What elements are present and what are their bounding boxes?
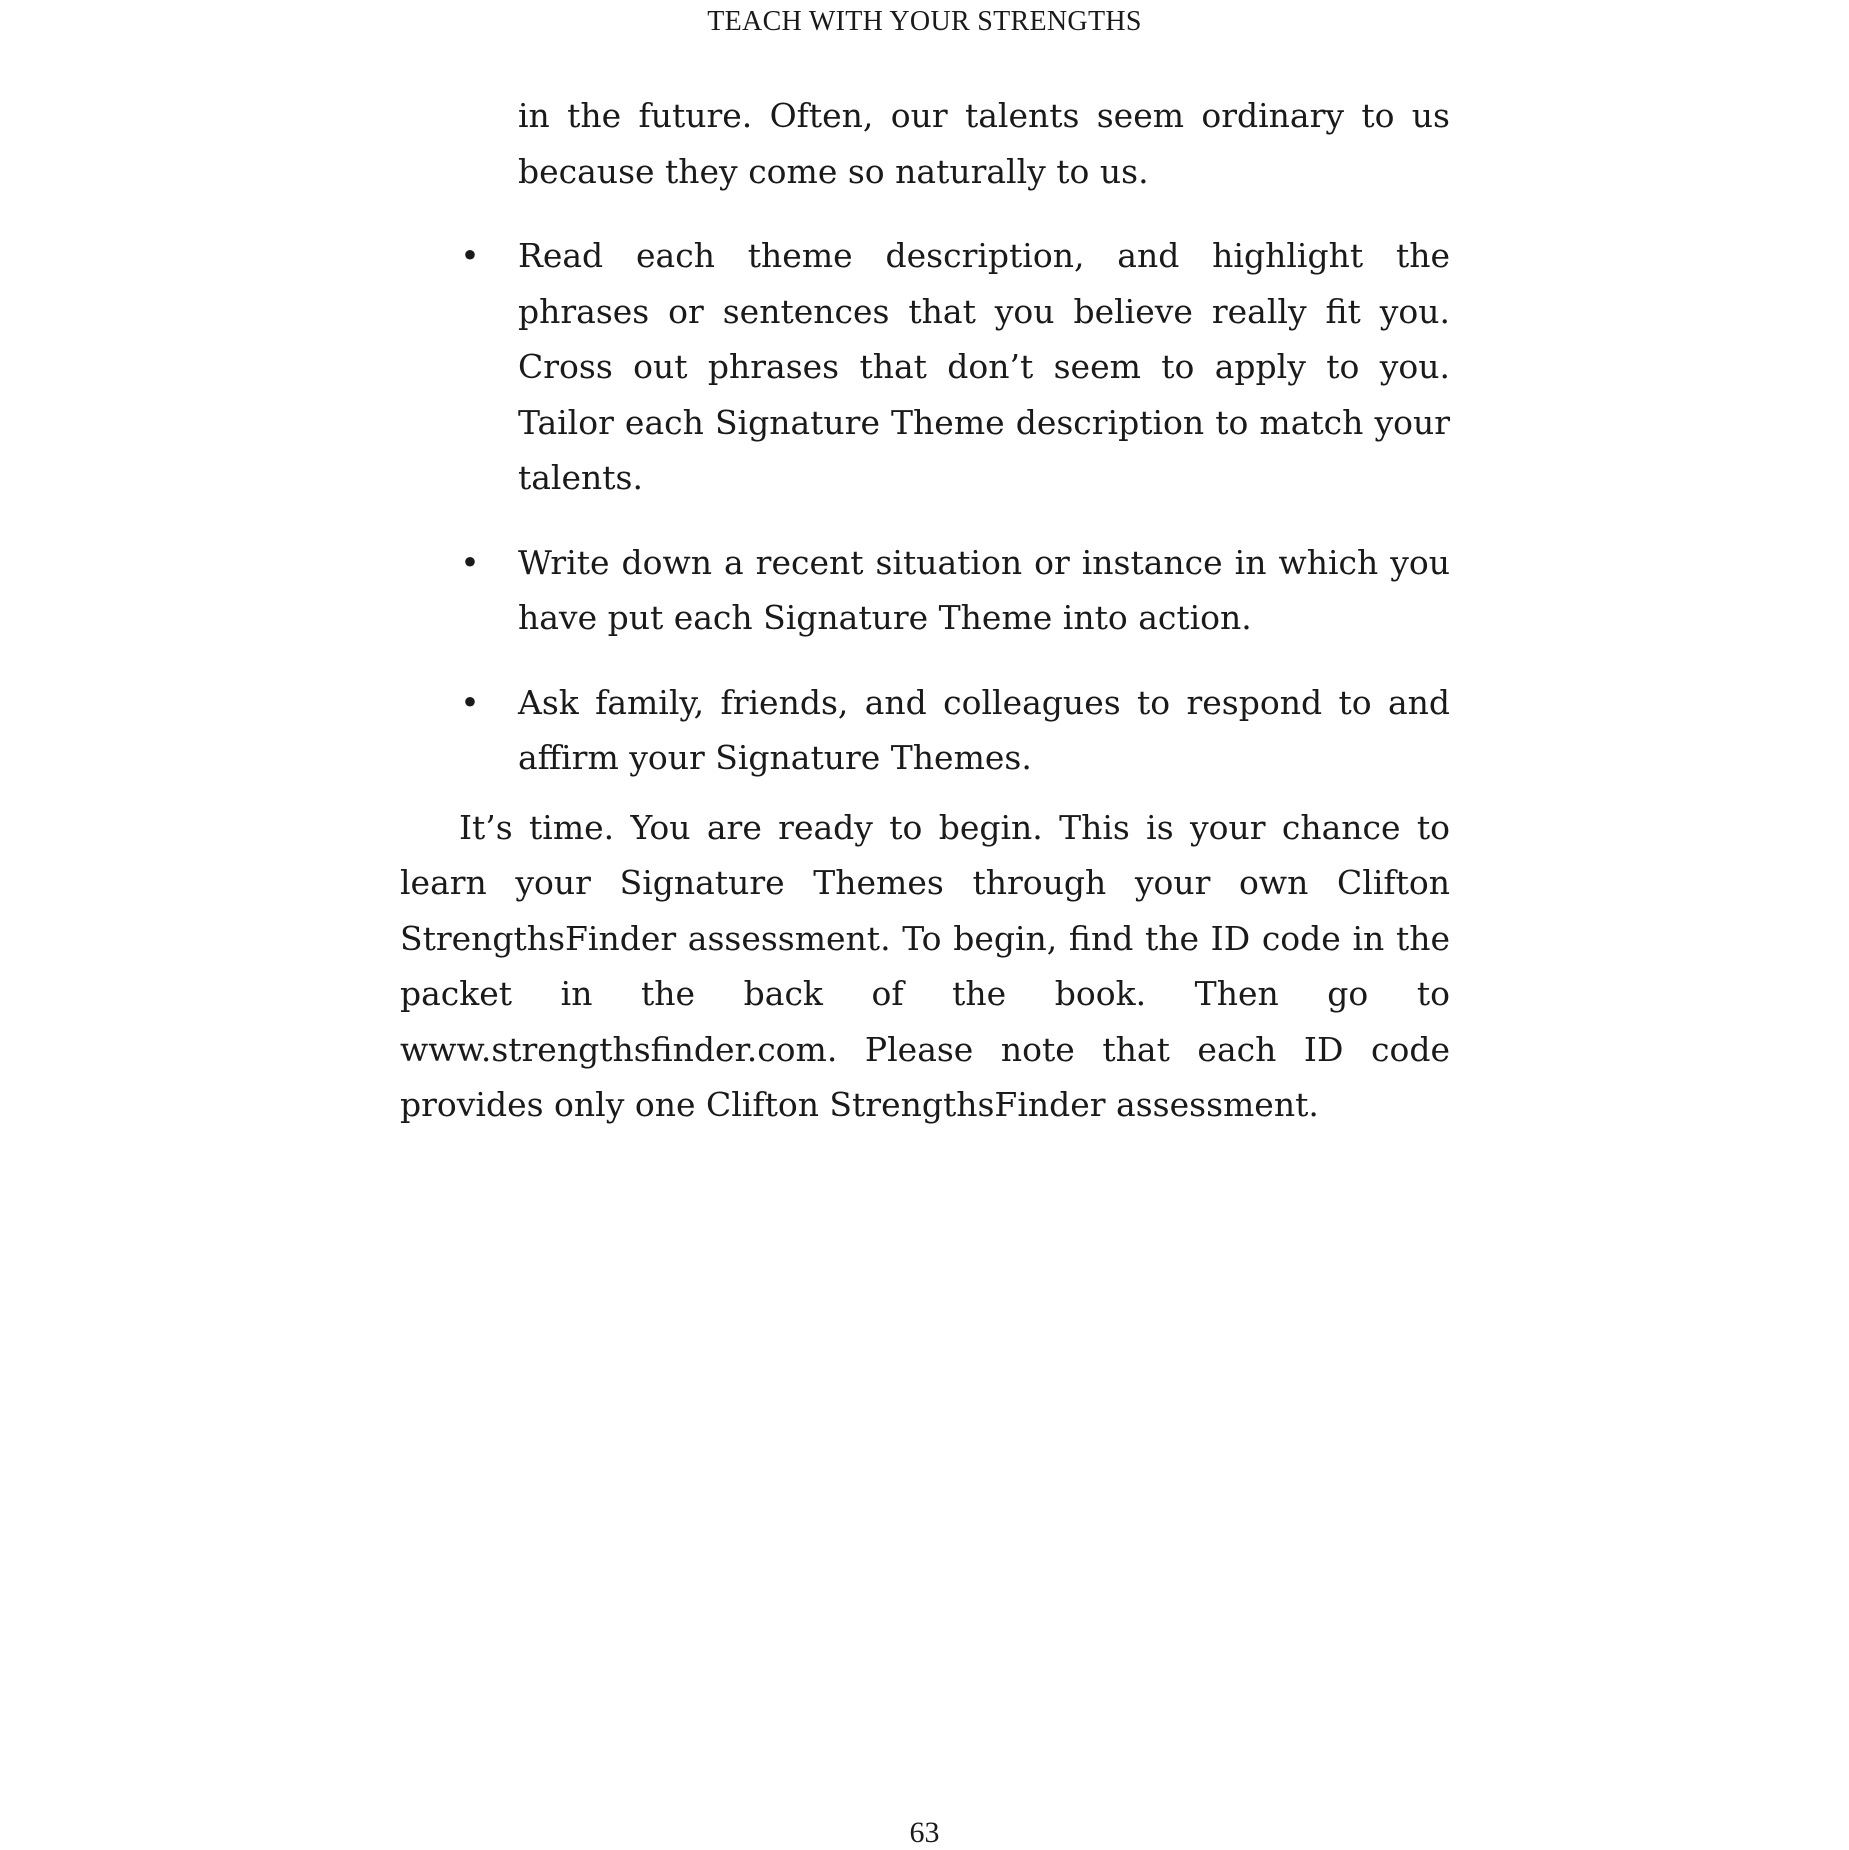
list-item-text: Ask family, friends, and colleagues to respond to and affirm your Signature Themes.: [518, 682, 1450, 777]
list-item: [400, 535, 1450, 646]
list-item-text: Read each theme description, and highlight the phrases or sentences that you believe really fit you. Cross out phrases that don’t seem to apply to you. Tailor each Signature Theme description to match your talents.: [518, 236, 1450, 497]
bullet-icon: •: [460, 542, 480, 582]
bullet-list: [400, 228, 1450, 786]
list-item: [400, 228, 1450, 506]
body-paragraph: It’s time. You are ready to begin. This is your chance to learn your Signature Themes through your own Clifton StrengthsFinder assessment. To begin, find the ID code in the packet in the back of the book. Then go to www.strengthsfinder.com. Please note that each ID code provides only one Clifton StrengthsFinder assessment.: [400, 807, 1450, 1124]
bullet-icon: •: [460, 682, 480, 722]
bullet-icon: •: [460, 236, 480, 275]
list-item-text: Write down a recent situation or instance in which you have put each Signature Theme into action.: [518, 542, 1450, 637]
page-body: [400, 88, 1450, 1133]
running-header: TEACH WITH YOUR STRENGTHS: [707, 6, 1142, 37]
list-item: [400, 675, 1450, 786]
page-number: 63: [909, 1816, 940, 1849]
continued-bullet-text: in the future. Often, our talents seem ordinary to us because they come so naturally to us.: [518, 96, 1450, 191]
